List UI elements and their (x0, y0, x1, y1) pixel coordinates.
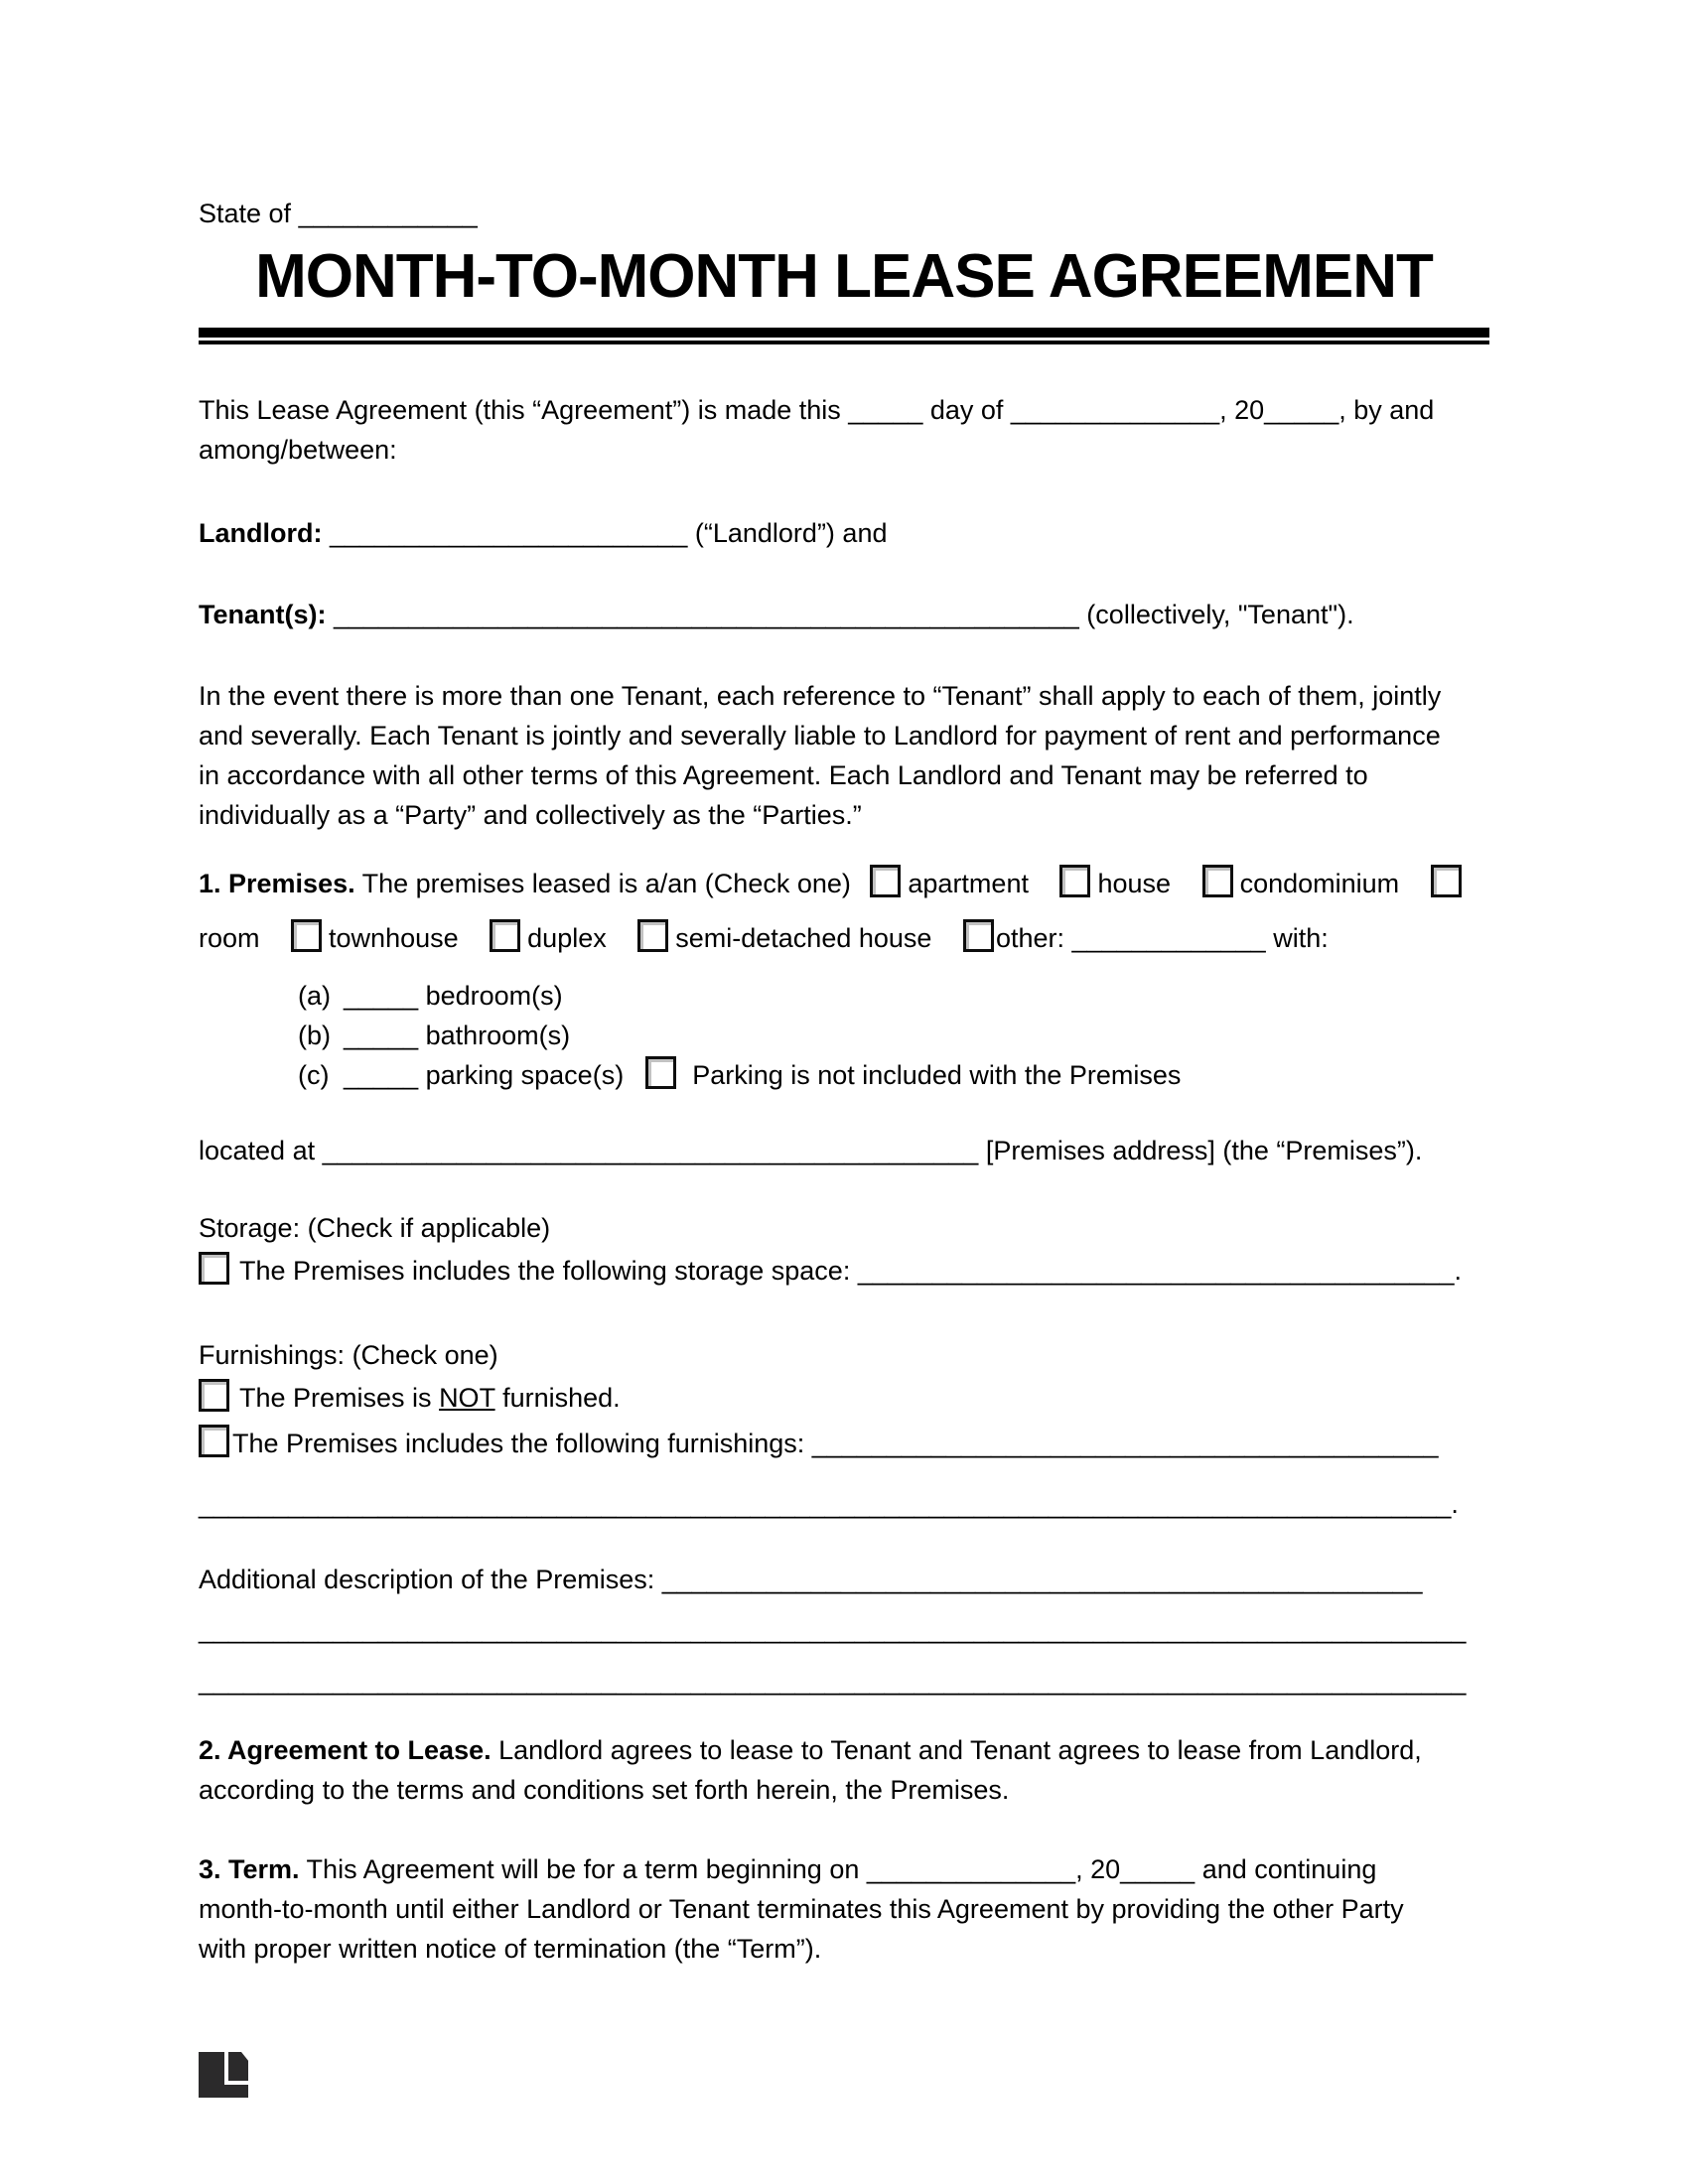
storage-period: . (1454, 1256, 1462, 1286)
parking-row (298, 1055, 1489, 1095)
duplex-checkbox[interactable] (490, 919, 520, 952)
landlord-blank: ________________________ (“Landlord”) and (322, 518, 888, 548)
not-furnished-checkbox[interactable] (199, 1379, 229, 1412)
joint-clause-line: individually as a “Party” and collectively as the “Parties.” (199, 800, 862, 830)
premises-lead-text: The premises leased is a/an (Check one) (354, 869, 851, 898)
with-suffix: with: (1265, 923, 1329, 953)
storage-checkbox[interactable] (199, 1252, 229, 1285)
bedrooms-row (298, 976, 1489, 1016)
tenant-blank: __________________________________________________ (collectively, "Tenant"). (326, 600, 1354, 629)
state-blank: ____________ (298, 199, 478, 228)
option-label-house: house (1097, 869, 1172, 898)
parking-not-included-label: Parking is not included with the Premises (692, 1060, 1182, 1090)
tenant-line (199, 595, 1489, 634)
option-label-apartment: apartment (908, 869, 1029, 898)
option-label-condominium: condominium (1239, 869, 1400, 898)
other-blank: _____________ (1063, 923, 1266, 953)
item-b-label: (b) (298, 1021, 331, 1050)
section-3-text: This Agreement will be for a term beginning on ______________, 20_____ and continuing (299, 1854, 1377, 1884)
parking-label: parking space(s) (425, 1060, 625, 1090)
furnishings-continuation-line (199, 1482, 1489, 1526)
joint-clause-line: in accordance with all other terms of this Agreement. Each Landlord and Tenant may be referred to (199, 760, 1368, 790)
intro-line-2: among/between: (199, 435, 397, 465)
option-label-duplex: duplex (527, 923, 607, 953)
section-1-number: 1. Premises. (199, 869, 355, 898)
tenant-label: Tenant(s): (199, 600, 327, 629)
storage-blank: ________________________________________ (857, 1256, 1455, 1286)
section-2-line-2: according to the terms and conditions set forth herein, the Premises. (199, 1775, 1010, 1805)
landlord-label: Landlord: (199, 518, 323, 548)
premises-details-list (199, 976, 1489, 1095)
landlord-line (199, 513, 1489, 553)
additional-description-label: Additional description of the Premises: (199, 1565, 662, 1594)
section-3-line-2: month-to-month until either Landlord or Tenant terminates this Agreement by providing the other Party (199, 1894, 1404, 1924)
section-3-line-3: with proper written notice of termination (the “Term”). (199, 1934, 822, 1964)
section-2-line-1 (199, 1730, 1489, 1770)
section-1-premises (199, 857, 1489, 966)
furnished-line (199, 1421, 1489, 1466)
premises-address-suffix: [Premises address] (the “Premises”). (978, 1136, 1423, 1165)
section-3-number: 3. Term. (199, 1854, 300, 1884)
additional-description-line (199, 1560, 1489, 1599)
option-label-room: room (199, 923, 260, 953)
title-rule-thick (199, 328, 1489, 338)
joint-tenant-clause (199, 676, 1489, 835)
house-checkbox[interactable] (1059, 865, 1090, 897)
additional-description-blank-2: _____________________________________________________________________________________ (199, 1614, 1467, 1644)
logo-l-horizontal-bar (199, 2085, 248, 2098)
additional-description-blank-1: ___________________________________________________ (661, 1565, 1423, 1594)
section-2-text: Landlord agrees to lease to Tenant and Tenant agrees to lease from Landlord, (491, 1735, 1422, 1765)
state-label: State of (199, 199, 299, 228)
storage-option-line (199, 1248, 1489, 1294)
intro-paragraph (199, 390, 1489, 470)
condominium-checkbox[interactable] (1202, 865, 1233, 897)
intro-line-1: This Lease Agreement (this “Agreement”) is made this _____ day of ______________, 20_____, by and (199, 395, 1435, 425)
state-line (199, 195, 1489, 232)
townhouse-checkbox[interactable] (291, 919, 322, 952)
storage-option-text: The Premises includes the following storage space: (239, 1256, 858, 1286)
furnishings-continuation-period: . (1451, 1489, 1459, 1519)
storage-heading: Storage: (Check if applicable) (199, 1213, 551, 1243)
item-c-label: (c) (298, 1060, 330, 1090)
bedrooms-blank: _____ (344, 981, 426, 1011)
section-3-term (199, 1849, 1489, 1969)
joint-clause-line: In the event there is more than one Tenant, each reference to “Tenant” shall apply to each of them, jointly (199, 681, 1442, 711)
furnishings-blank: __________________________________________ (811, 1429, 1439, 1458)
legal-templates-logo (199, 2052, 248, 2098)
bathrooms-row (298, 1016, 1489, 1055)
bedrooms-label: bedroom(s) (425, 981, 563, 1011)
room-checkbox[interactable] (1431, 865, 1462, 897)
not-furnished-post: furnished. (494, 1383, 621, 1413)
located-at-label: located at (199, 1136, 323, 1165)
furnishings-continuation-blank: ____________________________________________________________________________________ (199, 1489, 1452, 1519)
not-word: NOT (439, 1383, 495, 1413)
option-label-other: other: (995, 923, 1064, 953)
section-2-agreement-to-lease (199, 1730, 1489, 1810)
semi-detached-house-checkbox[interactable] (637, 919, 668, 952)
located-at-line (199, 1131, 1489, 1170)
joint-clause-line: and severally. Each Tenant is jointly and severally liable to Landlord for payment of rent and performance (199, 721, 1441, 751)
furnished-checkbox[interactable] (199, 1425, 229, 1457)
parking-blank: _____ (344, 1060, 426, 1090)
parking-not-included-checkbox[interactable] (645, 1056, 676, 1089)
furnishings-heading: Furnishings: (Check one) (199, 1340, 498, 1370)
apartment-checkbox[interactable] (870, 865, 901, 897)
logo-document-icon (228, 2052, 248, 2081)
additional-description-blank-3: _____________________________________________________________________________________ (199, 1666, 1467, 1696)
item-a-label: (a) (298, 981, 331, 1011)
section-3-line-1 (199, 1849, 1489, 1889)
furnished-text: The Premises includes the following furnishings: (232, 1429, 812, 1458)
option-label-semi-detached-house: semi-detached house (675, 923, 932, 953)
page-title: MONTH-TO-MONTH LEASE AGREEMENT (255, 242, 1433, 311)
option-label-townhouse: townhouse (329, 923, 459, 953)
bathrooms-label: bathroom(s) (425, 1021, 571, 1050)
premises-address-blank: ____________________________________________ (322, 1136, 979, 1165)
not-furnished-pre: The Premises is (239, 1383, 440, 1413)
not-furnished-line (199, 1375, 1489, 1421)
bathrooms-blank: _____ (344, 1021, 426, 1050)
other-checkbox[interactable] (963, 919, 994, 952)
title-rule-thin (199, 341, 1489, 344)
section-2-number: 2. Agreement to Lease. (199, 1735, 492, 1765)
